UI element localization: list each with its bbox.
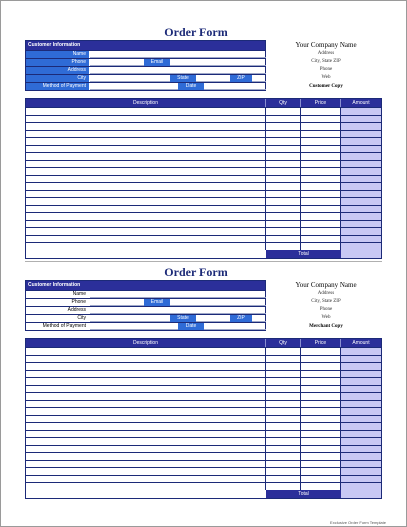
amount-cell[interactable] bbox=[341, 476, 381, 483]
qty-cell[interactable] bbox=[266, 108, 301, 115]
table-row bbox=[26, 137, 381, 145]
qty-cell[interactable] bbox=[266, 116, 301, 123]
payment-field[interactable] bbox=[90, 83, 178, 90]
total-spacer bbox=[26, 490, 266, 498]
zip-field[interactable] bbox=[252, 315, 266, 322]
price-cell[interactable] bbox=[301, 198, 341, 205]
description-cell[interactable] bbox=[26, 356, 266, 363]
qty-cell[interactable] bbox=[266, 138, 301, 145]
table-row bbox=[26, 437, 381, 445]
description-cell[interactable] bbox=[26, 213, 266, 220]
form-title: Order Form bbox=[164, 265, 228, 279]
amount-cell[interactable] bbox=[341, 438, 381, 445]
qty-cell[interactable] bbox=[266, 348, 301, 355]
description-cell[interactable] bbox=[26, 348, 266, 355]
table-row bbox=[26, 175, 381, 183]
copy-label: Customer Copy bbox=[309, 84, 343, 89]
amount-cell[interactable] bbox=[341, 206, 381, 213]
price-cell[interactable] bbox=[301, 161, 341, 168]
price-cell[interactable] bbox=[301, 176, 341, 183]
amount-cell[interactable] bbox=[341, 446, 381, 453]
footer-note: Exclusive Order Form Template bbox=[330, 520, 386, 525]
company-info bbox=[276, 41, 376, 91]
description-cell[interactable] bbox=[26, 371, 266, 378]
description-cell[interactable] bbox=[26, 153, 266, 160]
description-cell[interactable] bbox=[26, 408, 266, 415]
description-cell[interactable] bbox=[26, 191, 266, 198]
description-cell[interactable] bbox=[26, 386, 266, 393]
description-cell[interactable] bbox=[26, 108, 266, 115]
qty-cell[interactable] bbox=[266, 213, 301, 220]
form-divider bbox=[25, 261, 382, 262]
amount-cell[interactable] bbox=[341, 108, 381, 115]
price-cell[interactable] bbox=[301, 356, 341, 363]
payment-label: Method of Payment bbox=[26, 83, 89, 90]
price-cell[interactable] bbox=[301, 423, 341, 430]
qty-cell[interactable] bbox=[266, 416, 301, 423]
description-cell[interactable] bbox=[26, 401, 266, 408]
qty-cell[interactable] bbox=[266, 401, 301, 408]
table-row bbox=[26, 445, 381, 453]
payment-field[interactable] bbox=[90, 323, 178, 330]
qty-cell[interactable] bbox=[266, 438, 301, 445]
qty-cell[interactable] bbox=[266, 176, 301, 183]
qty-cell[interactable] bbox=[266, 191, 301, 198]
table-row bbox=[26, 190, 381, 198]
address-label: Address bbox=[26, 67, 89, 74]
amount-cell[interactable] bbox=[341, 461, 381, 468]
price-cell[interactable] bbox=[301, 138, 341, 145]
price-cell[interactable] bbox=[301, 108, 341, 115]
customer-row-phone bbox=[26, 58, 265, 66]
amount-cell[interactable] bbox=[341, 431, 381, 438]
description-cell[interactable] bbox=[26, 221, 266, 228]
qty-cell[interactable] bbox=[266, 408, 301, 415]
date-label: Date bbox=[178, 323, 204, 330]
table-row bbox=[26, 362, 381, 370]
zip-field[interactable] bbox=[252, 75, 266, 82]
table-row bbox=[26, 107, 381, 115]
description-cell[interactable] bbox=[26, 236, 266, 243]
qty-cell[interactable] bbox=[266, 423, 301, 430]
amount-cell[interactable] bbox=[341, 408, 381, 415]
description-cell[interactable] bbox=[26, 161, 266, 168]
amount-cell[interactable] bbox=[341, 198, 381, 205]
description-cell[interactable] bbox=[26, 183, 266, 190]
customer-info-section bbox=[25, 280, 266, 331]
amount-cell[interactable] bbox=[341, 176, 381, 183]
table-row bbox=[26, 385, 381, 393]
items-rows bbox=[26, 347, 381, 490]
company-address: Address bbox=[317, 291, 335, 296]
table-row bbox=[26, 182, 381, 190]
table-row bbox=[26, 355, 381, 363]
total-label: Total bbox=[266, 490, 341, 498]
company-city-state-zip: City, State ZIP bbox=[311, 59, 341, 64]
state-field[interactable] bbox=[196, 315, 230, 322]
description-cell[interactable] bbox=[26, 131, 266, 138]
price-cell[interactable] bbox=[301, 453, 341, 460]
company-phone: Phone bbox=[319, 67, 333, 72]
qty-cell[interactable] bbox=[266, 221, 301, 228]
qty-cell[interactable] bbox=[266, 153, 301, 160]
qty-header: Qty bbox=[266, 339, 301, 347]
company-web: Web bbox=[321, 75, 331, 80]
table-row bbox=[26, 205, 381, 213]
table-row bbox=[26, 227, 381, 235]
description-cell[interactable] bbox=[26, 146, 266, 153]
price-cell[interactable] bbox=[301, 438, 341, 445]
price-cell[interactable] bbox=[301, 213, 341, 220]
customer-info-header: Customer Information bbox=[26, 41, 265, 50]
price-cell[interactable] bbox=[301, 408, 341, 415]
description-cell[interactable] bbox=[26, 468, 266, 475]
price-cell[interactable] bbox=[301, 416, 341, 423]
customer-info-header: Customer Information bbox=[26, 281, 265, 290]
price-cell[interactable] bbox=[301, 386, 341, 393]
email-field[interactable] bbox=[170, 59, 266, 66]
qty-cell[interactable] bbox=[266, 378, 301, 385]
price-cell[interactable] bbox=[301, 123, 341, 130]
qty-cell[interactable] bbox=[266, 363, 301, 370]
amount-cell[interactable] bbox=[341, 131, 381, 138]
table-row bbox=[26, 212, 381, 220]
company-address: Address bbox=[317, 51, 335, 56]
amount-cell[interactable] bbox=[341, 123, 381, 130]
zip-label: ZIP bbox=[230, 75, 252, 82]
qty-cell[interactable] bbox=[266, 446, 301, 453]
customer-row-name bbox=[26, 290, 265, 298]
description-header: Description bbox=[26, 339, 266, 347]
company-city-state-zip: City, State ZIP bbox=[311, 299, 341, 304]
items-table-header bbox=[26, 339, 381, 347]
amount-cell[interactable] bbox=[341, 221, 381, 228]
qty-cell[interactable] bbox=[266, 431, 301, 438]
price-cell[interactable] bbox=[301, 221, 341, 228]
address-field[interactable] bbox=[90, 307, 266, 314]
description-cell[interactable] bbox=[26, 378, 266, 385]
name-label: Name bbox=[26, 51, 89, 58]
table-row bbox=[26, 482, 381, 490]
company-phone: Phone bbox=[319, 307, 333, 312]
items-table bbox=[25, 98, 382, 259]
price-cell[interactable] bbox=[301, 431, 341, 438]
qty-cell[interactable] bbox=[266, 161, 301, 168]
name-field[interactable] bbox=[90, 291, 266, 298]
copy-label: Merchant Copy bbox=[309, 324, 343, 329]
qty-cell[interactable] bbox=[266, 371, 301, 378]
amount-cell[interactable] bbox=[341, 371, 381, 378]
amount-cell[interactable] bbox=[341, 191, 381, 198]
company-name: Your Company Name bbox=[295, 281, 357, 289]
table-row bbox=[26, 422, 381, 430]
description-cell[interactable] bbox=[26, 476, 266, 483]
table-row bbox=[26, 370, 381, 378]
qty-cell[interactable] bbox=[266, 198, 301, 205]
phone-label: Phone bbox=[26, 299, 89, 306]
phone-label: Phone bbox=[26, 59, 89, 66]
description-cell[interactable] bbox=[26, 198, 266, 205]
qty-cell[interactable] bbox=[266, 393, 301, 400]
qty-cell[interactable] bbox=[266, 356, 301, 363]
price-cell[interactable] bbox=[301, 146, 341, 153]
price-cell[interactable] bbox=[301, 371, 341, 378]
table-row bbox=[26, 377, 381, 385]
table-row bbox=[26, 430, 381, 438]
price-cell[interactable] bbox=[301, 476, 341, 483]
description-cell[interactable] bbox=[26, 393, 266, 400]
amount-cell[interactable] bbox=[341, 423, 381, 430]
amount-cell[interactable] bbox=[341, 348, 381, 355]
qty-cell[interactable] bbox=[266, 131, 301, 138]
table-row bbox=[26, 392, 381, 400]
total-amount-cell[interactable] bbox=[341, 250, 381, 258]
amount-cell[interactable] bbox=[341, 116, 381, 123]
company-info bbox=[276, 281, 376, 331]
table-row bbox=[26, 220, 381, 228]
qty-cell[interactable] bbox=[266, 146, 301, 153]
company-web: Web bbox=[321, 315, 331, 320]
price-cell[interactable] bbox=[301, 461, 341, 468]
amount-cell[interactable] bbox=[341, 183, 381, 190]
customer-row-phone bbox=[26, 298, 265, 306]
city-field[interactable] bbox=[90, 315, 170, 322]
table-row bbox=[26, 167, 381, 175]
description-cell[interactable] bbox=[26, 461, 266, 468]
amount-cell[interactable] bbox=[341, 168, 381, 175]
price-cell[interactable] bbox=[301, 191, 341, 198]
qty-cell[interactable] bbox=[266, 476, 301, 483]
customer-row-city bbox=[26, 314, 265, 322]
email-field[interactable] bbox=[170, 299, 266, 306]
table-row bbox=[26, 400, 381, 408]
description-cell[interactable] bbox=[26, 123, 266, 130]
items-rows bbox=[26, 107, 381, 250]
amount-cell[interactable] bbox=[341, 416, 381, 423]
name-label: Name bbox=[26, 291, 89, 298]
items-total-row bbox=[26, 490, 381, 498]
description-cell[interactable] bbox=[26, 431, 266, 438]
description-cell[interactable] bbox=[26, 446, 266, 453]
amount-cell[interactable] bbox=[341, 393, 381, 400]
table-row bbox=[26, 242, 381, 250]
total-amount-cell[interactable] bbox=[341, 490, 381, 498]
price-header: Price bbox=[301, 339, 341, 347]
amount-cell[interactable] bbox=[341, 378, 381, 385]
form-title: Order Form bbox=[164, 25, 228, 39]
amount-cell[interactable] bbox=[341, 468, 381, 475]
table-row bbox=[26, 452, 381, 460]
payment-label: Method of Payment bbox=[26, 323, 89, 330]
qty-cell[interactable] bbox=[266, 183, 301, 190]
table-row bbox=[26, 475, 381, 483]
phone-field[interactable] bbox=[90, 299, 144, 306]
date-label: Date bbox=[178, 83, 204, 90]
amount-cell[interactable] bbox=[341, 236, 381, 243]
description-cell[interactable] bbox=[26, 206, 266, 213]
items-table-header bbox=[26, 99, 381, 107]
amount-header: Amount bbox=[352, 100, 370, 106]
description-cell[interactable] bbox=[26, 416, 266, 423]
city-label: City bbox=[26, 75, 89, 82]
price-cell[interactable] bbox=[301, 236, 341, 243]
customer-row-name bbox=[26, 50, 265, 58]
description-cell[interactable] bbox=[26, 168, 266, 175]
amount-cell[interactable] bbox=[341, 228, 381, 235]
company-name: Your Company Name bbox=[295, 41, 357, 49]
description-header: Description bbox=[26, 99, 266, 107]
price-cell[interactable] bbox=[301, 363, 341, 370]
total-label: Total bbox=[266, 250, 341, 258]
city-field[interactable] bbox=[90, 75, 170, 82]
name-field[interactable] bbox=[90, 51, 266, 58]
amount-cell[interactable] bbox=[341, 356, 381, 363]
price-cell[interactable] bbox=[301, 348, 341, 355]
table-row bbox=[26, 115, 381, 123]
state-field[interactable] bbox=[196, 75, 230, 82]
price-cell[interactable] bbox=[301, 446, 341, 453]
price-header: Price bbox=[301, 99, 341, 107]
state-label: State bbox=[170, 315, 196, 322]
phone-field[interactable] bbox=[90, 59, 144, 66]
price-cell[interactable] bbox=[301, 468, 341, 475]
state-label: State bbox=[170, 75, 196, 82]
description-cell[interactable] bbox=[26, 363, 266, 370]
amount-cell[interactable] bbox=[341, 213, 381, 220]
qty-cell[interactable] bbox=[266, 228, 301, 235]
table-row bbox=[26, 347, 381, 355]
customer-row-payment bbox=[26, 322, 265, 330]
table-row bbox=[26, 145, 381, 153]
customer-row-address bbox=[26, 66, 265, 74]
table-row bbox=[26, 152, 381, 160]
table-row bbox=[26, 122, 381, 130]
description-cell[interactable] bbox=[26, 138, 266, 145]
table-row bbox=[26, 407, 381, 415]
qty-cell[interactable] bbox=[266, 168, 301, 175]
table-row bbox=[26, 197, 381, 205]
table-row bbox=[26, 467, 381, 475]
customer-row-city bbox=[26, 74, 265, 82]
total-spacer bbox=[26, 250, 266, 258]
email-label: Email bbox=[144, 299, 170, 306]
date-field[interactable] bbox=[204, 323, 266, 330]
table-row bbox=[26, 130, 381, 138]
qty-cell[interactable] bbox=[266, 468, 301, 475]
address-field[interactable] bbox=[90, 67, 266, 74]
price-cell[interactable] bbox=[301, 378, 341, 385]
qty-cell[interactable] bbox=[266, 236, 301, 243]
amount-cell[interactable] bbox=[341, 363, 381, 370]
price-cell[interactable] bbox=[301, 393, 341, 400]
amount-cell[interactable] bbox=[341, 153, 381, 160]
customer-row-payment bbox=[26, 82, 265, 90]
customer-row-address bbox=[26, 306, 265, 314]
price-cell[interactable] bbox=[301, 116, 341, 123]
description-cell[interactable] bbox=[26, 176, 266, 183]
qty-header: Qty bbox=[266, 99, 301, 107]
amount-header: Amount bbox=[352, 340, 370, 346]
items-table bbox=[25, 338, 382, 499]
city-label: City bbox=[26, 315, 89, 322]
email-label: Email bbox=[144, 59, 170, 66]
date-field[interactable] bbox=[204, 83, 266, 90]
address-label: Address bbox=[26, 307, 89, 314]
amount-cell[interactable] bbox=[341, 161, 381, 168]
table-row bbox=[26, 415, 381, 423]
qty-cell[interactable] bbox=[266, 206, 301, 213]
zip-label: ZIP bbox=[230, 315, 252, 322]
amount-cell[interactable] bbox=[341, 138, 381, 145]
items-total-row bbox=[26, 250, 381, 258]
price-cell[interactable] bbox=[301, 131, 341, 138]
qty-cell[interactable] bbox=[266, 386, 301, 393]
qty-cell[interactable] bbox=[266, 123, 301, 130]
price-cell[interactable] bbox=[301, 153, 341, 160]
price-cell[interactable] bbox=[301, 401, 341, 408]
amount-cell[interactable] bbox=[341, 453, 381, 460]
description-cell[interactable] bbox=[26, 453, 266, 460]
amount-cell[interactable] bbox=[341, 401, 381, 408]
price-cell[interactable] bbox=[301, 206, 341, 213]
price-cell[interactable] bbox=[301, 228, 341, 235]
customer-info-section bbox=[25, 40, 266, 91]
table-row bbox=[26, 235, 381, 243]
table-row bbox=[26, 460, 381, 468]
description-cell[interactable] bbox=[26, 423, 266, 430]
amount-cell[interactable] bbox=[341, 146, 381, 153]
price-cell[interactable] bbox=[301, 168, 341, 175]
table-row bbox=[26, 160, 381, 168]
description-cell[interactable] bbox=[26, 228, 266, 235]
amount-cell[interactable] bbox=[341, 386, 381, 393]
price-cell[interactable] bbox=[301, 183, 341, 190]
qty-cell[interactable] bbox=[266, 453, 301, 460]
description-cell[interactable] bbox=[26, 116, 266, 123]
description-cell[interactable] bbox=[26, 438, 266, 445]
qty-cell[interactable] bbox=[266, 461, 301, 468]
